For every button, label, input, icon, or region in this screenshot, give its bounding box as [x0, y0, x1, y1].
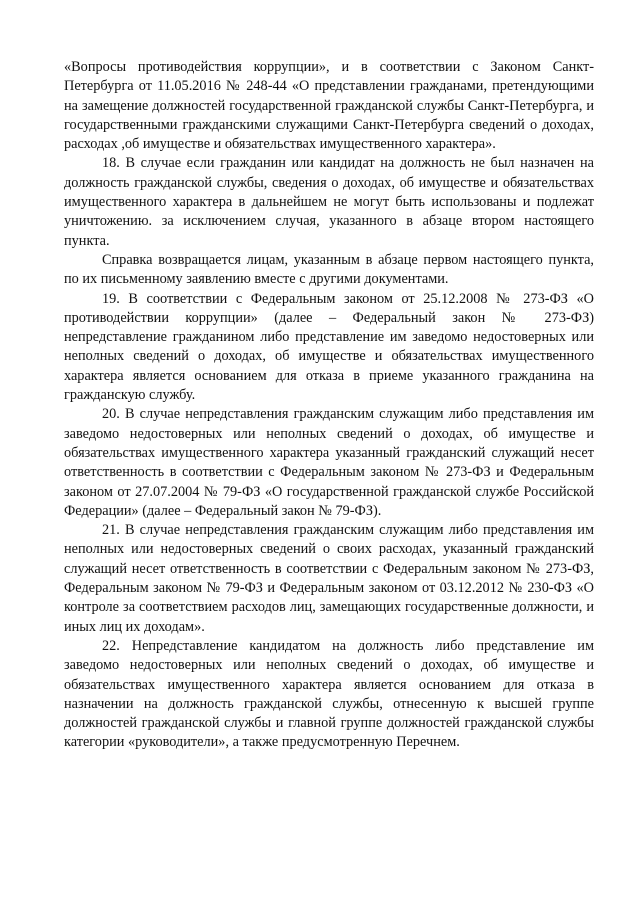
paragraph-21: 21. В случае непредставления гражданским служащим либо представления им неполных или недостоверных сведений о своих расходах, указанный гражданский служащий несет ответственность в соответствии с Федеральным законом № 273-ФЗ, Федеральным законом № 79-ФЗ и Федеральным законом от 03.12.2012 № 230-ФЗ «О контроле за соответствием расходов лиц, замещающих государственные должности, и иных лиц их доходам».: [64, 522, 594, 635]
paragraph-19: 19. В соответствии с Федеральным законом от 25.12.2008 № 273-ФЗ «О противодействии коррупции» (далее – Федеральный закон № 273-ФЗ) непредставление гражданином либо представление им заведомо недостоверных или неполных сведений о доходах, об имуществе и обязательствах имущественного характера является основанием для отказа в приеме указанного гражданина на гражданскую службу.: [64, 290, 594, 404]
paragraph-22: 22. Непредставление кандидатом на должность либо представление им заведомо недостоверных или неполных сведений о доходах, об имуществе и обязательствах имущественного характера является основанием для отказа в назначении на должность гражданской службы, отнесенную к высшей группе должностей гражданской службы и главной группе должностей гражданской службы категории «руководители», а также предусмотренную Перечнем.: [64, 637, 594, 751]
paragraph-18-second: Справка возвращается лицам, указанным в абзаце первом настоящего пункта, по их письменному заявлению вместе с другими документами.: [64, 251, 594, 288]
document-page: [64, 58, 594, 753]
paragraph-continuation: «Вопросы противодействия коррупции», и в соответствии с Законом Санкт-Петербурга от 11.05.2016 № 248-44 «О представлении гражданами, претендующими на замещение должностей государственной гражданской службы Санкт-Петербурга, и государственными гражданскими служащими Санкт-Петербурга сведений о доходах, расходах ,об имуществе и обязательствах имущественного характера».: [64, 59, 594, 153]
paragraph-18: 18. В случае если гражданин или кандидат на должность не был назначен на должность гражданской службы, сведения о доходах, об имуществе и обязательствах имущественного характера в дальнейшем не могут быть использованы и подлежат уничтожению. за исключением случая, указанного в абзаце втором настоящего пункта.: [64, 155, 594, 249]
paragraph-20: 20. В случае непредставления гражданским служащим либо представления им заведомо недостоверных или неполных сведений о доходах, об имуществе и обязательствах имущественного характера указанный гражданский служащий несет ответственность в соответствии с Федеральным законом № 273-ФЗ и Федеральным законом от 27.07.2004 № 79-ФЗ «О государственной гражданской службе Российской Федерации» (далее – Федеральный закон № 79-ФЗ).: [64, 406, 594, 519]
